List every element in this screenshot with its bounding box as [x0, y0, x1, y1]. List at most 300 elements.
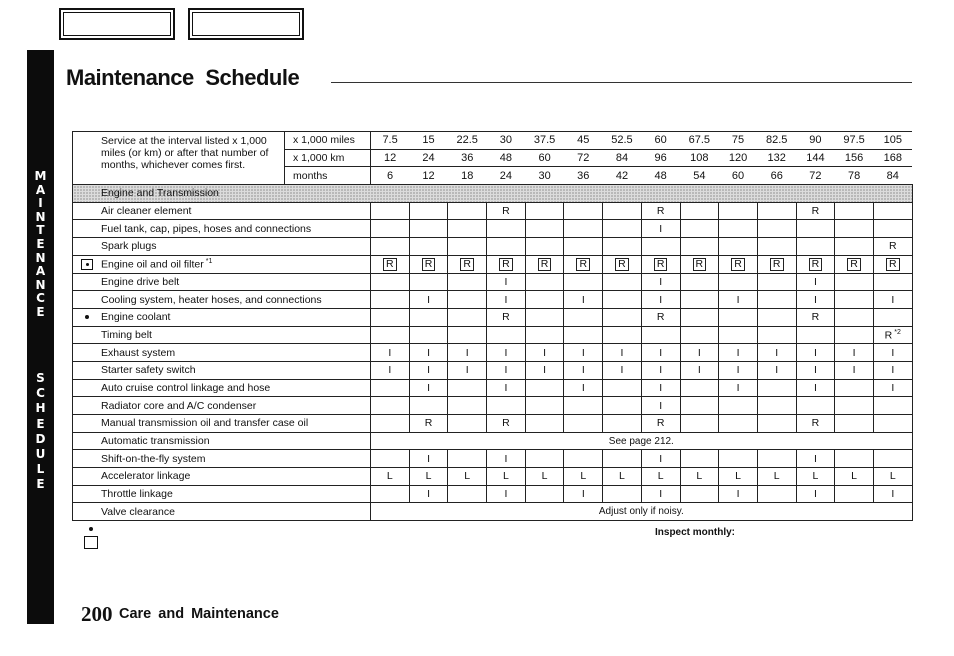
table-row [73, 344, 913, 362]
interval-value: 15 [409, 132, 448, 150]
interval-value: 42 [603, 167, 642, 185]
interval-value: 156 [835, 149, 874, 167]
schedule-cell [371, 415, 410, 433]
footnote-marker: *1 [205, 257, 213, 265]
schedule-cell: L [680, 468, 719, 486]
schedule-cell: L [448, 468, 487, 486]
schedule-cell [835, 485, 874, 503]
table-row [73, 379, 913, 397]
schedule-cell [603, 238, 642, 256]
side-tab-letter: D [35, 431, 46, 446]
schedule-cell: I [564, 485, 603, 503]
schedule-cell: L [525, 468, 564, 486]
schedule-cell [757, 273, 796, 291]
schedule-cell [719, 415, 758, 433]
schedule-cell: I [641, 344, 680, 362]
side-tab-letter: E [36, 237, 45, 251]
page-number: 200 [81, 602, 113, 626]
interval-value: 60 [719, 167, 758, 185]
schedule-cell [873, 450, 912, 468]
side-tab-letter: N [35, 209, 46, 224]
service-item-label: Valve clearance [73, 503, 371, 521]
schedule-cell [525, 273, 564, 291]
schedule-cell [680, 397, 719, 415]
schedule-cell [873, 397, 912, 415]
schedule-cell [371, 308, 410, 326]
schedule-cell [603, 308, 642, 326]
schedule-cell [680, 220, 719, 238]
schedule-cell [603, 326, 642, 344]
schedule-cell [525, 202, 564, 220]
schedule-cell [525, 397, 564, 415]
schedule-cell [603, 397, 642, 415]
schedule-cell [371, 220, 410, 238]
schedule-cell [796, 220, 835, 238]
schedule-cell [448, 273, 487, 291]
interval-value: 52.5 [603, 132, 642, 150]
schedule-cell [835, 291, 874, 309]
schedule-cell [680, 308, 719, 326]
schedule-cell: I [641, 379, 680, 397]
schedule-cell [641, 326, 680, 344]
interval-value: 60 [525, 149, 564, 167]
table-row [73, 361, 913, 379]
schedule-cell [719, 326, 758, 344]
interval-value: 82.5 [757, 132, 796, 150]
box-legend-icon [84, 536, 98, 549]
schedule-cell [680, 450, 719, 468]
schedule-cell [525, 238, 564, 256]
schedule-cell [757, 415, 796, 433]
schedule-cell [757, 291, 796, 309]
schedule-cell: I [409, 485, 448, 503]
interval-value: 54 [680, 167, 719, 185]
table-row [73, 485, 913, 503]
interval-value: 97.5 [835, 132, 874, 150]
schedule-cell: I [796, 450, 835, 468]
schedule-cell [873, 273, 912, 291]
side-tab-letter: C [36, 386, 45, 401]
schedule-cell [757, 308, 796, 326]
table-row [73, 291, 913, 309]
interval-value: 67.5 [680, 132, 719, 150]
service-item-label: Automatic transmission [73, 432, 371, 450]
schedule-cell [487, 326, 526, 344]
schedule-cell: I [525, 344, 564, 362]
schedule-cell [757, 450, 796, 468]
schedule-cell: I [719, 344, 758, 362]
interval-value: 72 [796, 167, 835, 185]
schedule-cell: I [564, 344, 603, 362]
schedule-cell [371, 238, 410, 256]
schedule-cell [757, 202, 796, 220]
schedule-cell: R [564, 255, 603, 273]
service-item-label: Fuel tank, cap, pipes, hoses and connections [73, 220, 371, 238]
schedule-cell: R [641, 202, 680, 220]
title-divider [331, 82, 912, 83]
section-header-row [73, 185, 913, 203]
table-row [73, 326, 913, 344]
schedule-cell: I [873, 344, 912, 362]
table-row [73, 220, 913, 238]
interval-value: 48 [487, 149, 526, 167]
schedule-cell [603, 273, 642, 291]
interval-value: 84 [873, 167, 912, 185]
schedule-cell [409, 326, 448, 344]
schedule-cell [371, 202, 410, 220]
service-note: See page 212. [371, 432, 913, 450]
inspect-monthly-note: Inspect monthly: [655, 527, 736, 538]
schedule-cell [564, 397, 603, 415]
schedule-cell: L [487, 468, 526, 486]
schedule-cell [757, 220, 796, 238]
schedule-cell [603, 450, 642, 468]
schedule-cell: I [641, 485, 680, 503]
table-row [73, 432, 913, 450]
schedule-cell: I [719, 485, 758, 503]
interval-value: 168 [873, 149, 912, 167]
schedule-cell: R [525, 255, 564, 273]
schedule-cell [835, 202, 874, 220]
schedule-cell: I [796, 273, 835, 291]
schedule-cell [525, 379, 564, 397]
service-item-label: Engine coolant [73, 308, 371, 326]
schedule-cell: I [487, 273, 526, 291]
schedule-cell [448, 326, 487, 344]
schedule-cell [525, 450, 564, 468]
interval-value: 37.5 [525, 132, 564, 150]
footer-section-title: Care and Maintenance [119, 606, 279, 622]
side-tab-letter: A [35, 182, 46, 197]
schedule-cell: I [757, 344, 796, 362]
schedule-cell: I [641, 273, 680, 291]
schedule-cell [564, 202, 603, 220]
interval-intro-text: Service at the interval listed x 1,000 miles (or km) or after that number of months, whichever comes first. [73, 132, 285, 185]
schedule-cell: L [564, 468, 603, 486]
schedule-cell [564, 273, 603, 291]
schedule-cell [448, 238, 487, 256]
service-item-label: Engine drive belt [73, 273, 371, 291]
schedule-cell [525, 220, 564, 238]
interval-unit-label: x 1,000 miles [285, 132, 371, 150]
schedule-cell: R [487, 202, 526, 220]
schedule-cell: R [409, 415, 448, 433]
interval-value: 6 [371, 167, 410, 185]
schedule-cell: I [525, 361, 564, 379]
schedule-cell [835, 238, 874, 256]
interval-value: 120 [719, 149, 758, 167]
service-item-label: Timing belt [73, 326, 371, 344]
schedule-cell [873, 415, 912, 433]
schedule-cell: R [603, 255, 642, 273]
schedule-cell: I [487, 379, 526, 397]
table-row [73, 503, 913, 521]
schedule-cell: I [719, 291, 758, 309]
page-title: Maintenance Schedule [66, 65, 300, 90]
schedule-cell: I [409, 291, 448, 309]
interval-value: 96 [641, 149, 680, 167]
schedule-cell [680, 415, 719, 433]
schedule-cell [603, 485, 642, 503]
schedule-cell [525, 485, 564, 503]
schedule-cell: I [409, 379, 448, 397]
schedule-cell [525, 415, 564, 433]
schedule-cell: L [835, 468, 874, 486]
schedule-cell: L [719, 468, 758, 486]
side-tab-letter: E [36, 305, 45, 319]
interval-value: 75 [719, 132, 758, 150]
schedule-cell: R [641, 308, 680, 326]
schedule-cell [719, 238, 758, 256]
schedule-cell: L [873, 468, 912, 486]
table-row [73, 397, 913, 415]
side-tab-letter: I [38, 196, 43, 211]
schedule-cell: I [641, 361, 680, 379]
side-tab-letter: A [35, 264, 46, 279]
schedule-cell: I [409, 344, 448, 362]
schedule-cell [719, 397, 758, 415]
schedule-cell: I [487, 291, 526, 309]
service-item-label: Auto cruise control linkage and hose [73, 379, 371, 397]
side-tab-letter: H [35, 401, 46, 416]
schedule-cell [835, 273, 874, 291]
schedule-cell: I [873, 361, 912, 379]
schedule-cell: I [487, 361, 526, 379]
schedule-cell [757, 485, 796, 503]
schedule-cell [371, 450, 410, 468]
table-row [73, 202, 913, 220]
schedule-cell: I [448, 344, 487, 362]
interval-value: 7.5 [371, 132, 410, 150]
interval-value: 90 [796, 132, 835, 150]
schedule-cell [525, 308, 564, 326]
schedule-cell: I [641, 291, 680, 309]
schedule-cell [564, 326, 603, 344]
schedule-cell [757, 326, 796, 344]
schedule-cell: R [641, 255, 680, 273]
schedule-cell: I [796, 291, 835, 309]
schedule-cell [409, 308, 448, 326]
table-row [73, 255, 913, 273]
side-tab-letter: M [34, 169, 47, 183]
interval-value: 18 [448, 167, 487, 185]
schedule-cell: I [487, 485, 526, 503]
schedule-cell [409, 397, 448, 415]
interval-value: 30 [487, 132, 526, 150]
schedule-cell: R $^{*2}$ [873, 326, 912, 344]
schedule-cell [487, 397, 526, 415]
interval-value: 78 [835, 167, 874, 185]
schedule-cell [448, 220, 487, 238]
schedule-cell: I [371, 344, 410, 362]
schedule-cell [564, 415, 603, 433]
schedule-cell: I [796, 379, 835, 397]
schedule-cell: I [796, 344, 835, 362]
schedule-cell: I [680, 361, 719, 379]
interval-value: 72 [564, 149, 603, 167]
schedule-cell [564, 238, 603, 256]
schedule-cell: I [873, 485, 912, 503]
schedule-cell: I [680, 344, 719, 362]
schedule-cell: I [564, 361, 603, 379]
schedule-cell [603, 291, 642, 309]
service-item-label: Throttle linkage [73, 485, 371, 503]
service-item-label: Engine oil and oil filter $^{*1}$ [73, 255, 371, 273]
schedule-cell [525, 326, 564, 344]
side-tab-letter: S [36, 371, 45, 385]
schedule-cell: I [487, 450, 526, 468]
schedule-cell [409, 202, 448, 220]
schedule-cell [409, 238, 448, 256]
schedule-cell: R [873, 238, 912, 256]
table-row [73, 308, 913, 326]
schedule-cell [525, 291, 564, 309]
schedule-cell [564, 220, 603, 238]
schedule-cell [409, 273, 448, 291]
schedule-cell: I [564, 291, 603, 309]
schedule-cell [680, 202, 719, 220]
schedule-cell [680, 291, 719, 309]
schedule-cell [487, 238, 526, 256]
schedule-cell: I [719, 361, 758, 379]
interval-value: 144 [796, 149, 835, 167]
table-row [73, 468, 913, 486]
service-note: Adjust only if noisy. [371, 503, 913, 521]
schedule-cell [448, 308, 487, 326]
interval-value: 36 [448, 149, 487, 167]
table-row [73, 415, 913, 433]
next-page-button[interactable] [188, 8, 304, 40]
schedule-cell [371, 485, 410, 503]
schedule-cell [680, 326, 719, 344]
interval-value: 30 [525, 167, 564, 185]
schedule-cell: L [796, 468, 835, 486]
schedule-cell: R [487, 308, 526, 326]
interval-value: 105 [873, 132, 912, 150]
interval-value: 84 [603, 149, 642, 167]
schedule-cell [796, 326, 835, 344]
side-tab-letter: L [36, 462, 45, 477]
schedule-cell [796, 238, 835, 256]
schedule-cell [719, 273, 758, 291]
footnote-marker: *2 [894, 328, 901, 336]
side-tab-letter: U [35, 447, 46, 461]
schedule-cell: R [796, 308, 835, 326]
schedule-cell: I [603, 361, 642, 379]
interval-header-row [73, 132, 913, 150]
schedule-cell [448, 415, 487, 433]
schedule-cell: L [603, 468, 642, 486]
interval-value: 24 [487, 167, 526, 185]
schedule-cell: I [796, 361, 835, 379]
schedule-cell: I [641, 397, 680, 415]
schedule-cell: R [835, 255, 874, 273]
schedule-cell: R [757, 255, 796, 273]
schedule-cell [873, 308, 912, 326]
schedule-cell [835, 308, 874, 326]
table-row [73, 238, 913, 256]
schedule-cell [873, 202, 912, 220]
schedule-cell [719, 450, 758, 468]
schedule-cell [757, 379, 796, 397]
schedule-cell: R [796, 202, 835, 220]
schedule-cell [835, 450, 874, 468]
schedule-cell: I [487, 344, 526, 362]
schedule-cell: I [409, 361, 448, 379]
interval-value: 108 [680, 149, 719, 167]
interval-unit-label: months [285, 167, 371, 185]
bullet-icon [85, 315, 89, 319]
prev-page-button[interactable] [59, 8, 175, 40]
side-tab-letter: E [36, 416, 45, 431]
schedule-cell [719, 308, 758, 326]
schedule-cell [448, 397, 487, 415]
schedule-cell: L [371, 468, 410, 486]
interval-value: 12 [371, 149, 410, 167]
schedule-cell: I [873, 291, 912, 309]
schedule-cell [757, 238, 796, 256]
schedule-cell [371, 326, 410, 344]
service-item-label: Cooling system, heater hoses, and connections [73, 291, 371, 309]
schedule-cell: R [796, 255, 835, 273]
schedule-cell [835, 379, 874, 397]
schedule-cell [603, 415, 642, 433]
schedule-cell: I [796, 485, 835, 503]
section-label: Engine and Transmission [73, 185, 913, 203]
schedule-cell [680, 238, 719, 256]
schedule-cell [448, 485, 487, 503]
table-row [73, 273, 913, 291]
schedule-cell [835, 326, 874, 344]
interval-value: 48 [641, 167, 680, 185]
schedule-cell [409, 220, 448, 238]
schedule-cell: L [641, 468, 680, 486]
service-item-label: Exhaust system [73, 344, 371, 362]
schedule-cell [796, 397, 835, 415]
schedule-cell: I [641, 220, 680, 238]
service-item-label: Air cleaner element [73, 202, 371, 220]
schedule-cell [680, 273, 719, 291]
service-item-label: Starter safety switch [73, 361, 371, 379]
monthly-inspect-icon [81, 259, 93, 270]
schedule-cell [835, 415, 874, 433]
table-row [73, 450, 913, 468]
schedule-cell: I [719, 379, 758, 397]
schedule-cell [835, 397, 874, 415]
schedule-cell: I [409, 450, 448, 468]
schedule-cell: R [371, 255, 410, 273]
schedule-cell [487, 220, 526, 238]
service-item-label: Radiator core and A/C condenser [73, 397, 371, 415]
interval-value: 36 [564, 167, 603, 185]
interval-value: 132 [757, 149, 796, 167]
schedule-cell [564, 450, 603, 468]
schedule-cell [448, 202, 487, 220]
schedule-cell: R [873, 255, 912, 273]
schedule-cell [371, 379, 410, 397]
schedule-cell: L [409, 468, 448, 486]
schedule-cell [603, 202, 642, 220]
service-item-label: Accelerator linkage [73, 468, 371, 486]
schedule-cell [564, 308, 603, 326]
schedule-cell: R [641, 415, 680, 433]
schedule-cell [641, 238, 680, 256]
schedule-cell: L [757, 468, 796, 486]
service-item-label: Spark plugs [73, 238, 371, 256]
interval-value: 24 [409, 149, 448, 167]
schedule-cell [835, 220, 874, 238]
schedule-cell: I [448, 361, 487, 379]
